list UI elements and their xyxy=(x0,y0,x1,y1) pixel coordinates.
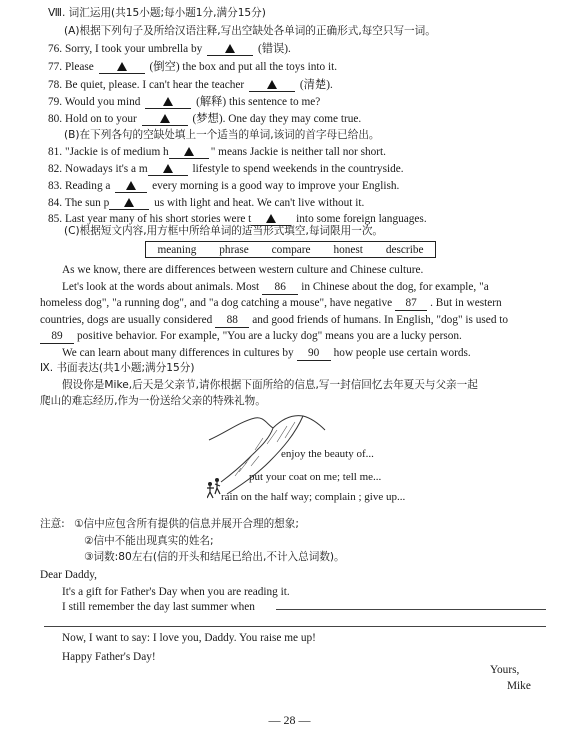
passage-line: countries, dogs are usually considered 88 and good friends of humans. In English, "dog" is used to xyxy=(40,314,509,326)
answer-blank[interactable] xyxy=(109,197,149,210)
answer-blank-86[interactable]: 86 xyxy=(262,280,298,295)
notes-title: 注意: xyxy=(40,518,65,530)
question-78: 78. Be quiet, please. I can't hear the teacher (清楚). xyxy=(48,79,333,91)
picture-caption: put your coat on me; tell me... xyxy=(249,471,382,483)
triangle-marker-icon xyxy=(160,114,170,123)
letter-signoff: Yours, xyxy=(490,664,520,676)
answer-blank[interactable] xyxy=(142,113,188,126)
writing-line[interactable] xyxy=(276,609,546,610)
answer-blank[interactable] xyxy=(115,180,147,193)
triangle-marker-icon xyxy=(267,80,277,89)
part-c-instruction: (C)根据短文内容,用方框中所给单词的适当形式填空,每词限用一次。 xyxy=(64,225,384,237)
answer-blank[interactable] xyxy=(145,96,191,109)
answer-blank[interactable] xyxy=(148,163,188,176)
letter-closing: Now, I want to say: I love you, Daddy. You raise me up! xyxy=(62,632,316,644)
question-76: 76. Sorry, I took your umbrella by (错误). xyxy=(48,43,291,55)
writing-prompt: 爬山的难忘经历,作为一份送给父亲的特殊礼物。 xyxy=(40,395,266,407)
note-item: ③词数:80左右(信的开头和结尾已给出,不计入总词数)。 xyxy=(84,551,345,563)
question-81: 81. "Jackie is of medium h " means Jackie is neither tall nor short. xyxy=(48,146,386,158)
passage-line: Let's look at the words about animals. Most 86 in Chinese about the dog, for example, "a xyxy=(62,281,489,293)
picture-caption: rain on the half way; complain ; give up... xyxy=(221,491,406,503)
question-85: 85. Last year many of his short stories were t into some foreign languages. xyxy=(48,213,427,225)
writing-prompt: 假设你是Mike,后天是父亲节,请你根据下面所给的信息,写一封信回忆去年夏天与父亲一起 xyxy=(62,379,478,391)
passage-line: homeless dog", "a running dog", and "a dog catching a mouse", have negative 87 . But in western xyxy=(40,297,502,309)
writing-line[interactable] xyxy=(44,626,546,627)
part-b-instruction: (B)在下列各句的空缺处填上一个适当的单词,该词的首字母已给出。 xyxy=(64,129,380,141)
word-box-item: meaning xyxy=(157,243,197,256)
question-84: 84. The sun p us with light and heat. We can't live without it. xyxy=(48,197,365,209)
letter-closing: Happy Father's Day! xyxy=(62,651,156,663)
answer-blank-88[interactable]: 88 xyxy=(215,313,249,328)
triangle-marker-icon xyxy=(163,164,173,173)
letter-signature: Mike xyxy=(507,680,531,692)
answer-blank-89[interactable]: 89 xyxy=(40,329,74,344)
word-box-item: compare xyxy=(271,243,311,256)
word-box xyxy=(145,241,436,258)
word-box-item: describe xyxy=(385,243,424,256)
letter-line: It's a gift for Father's Day when you are reading it. xyxy=(62,586,290,598)
triangle-marker-icon xyxy=(124,198,134,207)
answer-blank[interactable] xyxy=(169,146,209,159)
word-box-item: phrase xyxy=(219,243,249,256)
letter-line: I still remember the day last summer when xyxy=(62,601,255,613)
triangle-marker-icon xyxy=(225,44,235,53)
section-9-heading: Ⅸ. 书面表达(共1小题;满分15分) xyxy=(40,362,195,374)
page-number: — 28 — xyxy=(268,713,311,727)
letter-greeting: Dear Daddy, xyxy=(40,569,97,581)
answer-blank[interactable] xyxy=(207,43,253,56)
triangle-marker-icon xyxy=(163,97,173,106)
answer-blank[interactable] xyxy=(249,79,295,92)
answer-blank[interactable] xyxy=(99,61,145,74)
answer-blank-87[interactable]: 87 xyxy=(395,296,427,311)
passage-line: As we know, there are differences between western culture and Chinese culture. xyxy=(62,264,424,276)
triangle-marker-icon xyxy=(184,147,194,156)
triangle-marker-icon xyxy=(117,62,127,71)
note-item: ①信中应包含所有提供的信息并展开合理的想象; xyxy=(74,518,299,530)
section-8-heading: Ⅷ. 词汇运用(共15小题;每小题1分,满分15分) xyxy=(48,7,266,19)
passage-line: 89 positive behavior. For example, "You are a lucky dog" means you are a lucky person. xyxy=(40,329,462,344)
triangle-marker-icon xyxy=(266,214,276,223)
answer-blank-90[interactable]: 90 xyxy=(297,346,331,361)
question-82: 82. Nowadays it's a m lifestyle to spend weekends in the countryside. xyxy=(48,163,404,175)
triangle-marker-icon xyxy=(126,181,136,190)
question-80: 80. Hold on to your (梦想). One day they may come true. xyxy=(48,113,362,125)
question-77: 77. Please (倒空) the box and put all the toys into it. xyxy=(48,61,338,73)
word-box-item: honest xyxy=(333,243,363,256)
passage-line: We can learn about many differences in cultures by 90 how people use certain words. xyxy=(62,347,471,359)
question-79: 79. Would you mind (解释) this sentence to me? xyxy=(48,96,321,108)
picture-caption: enjoy the beauty of... xyxy=(281,448,374,460)
part-a-instruction: (A)根据下列句子及所给汉语注释,写出空缺处各单词的正确形式,每空只写一词。 xyxy=(64,25,436,37)
note-item: ②信中不能出现真实的姓名; xyxy=(84,535,214,547)
question-83: 83. Reading a every morning is a good way to improve your English. xyxy=(48,180,400,192)
